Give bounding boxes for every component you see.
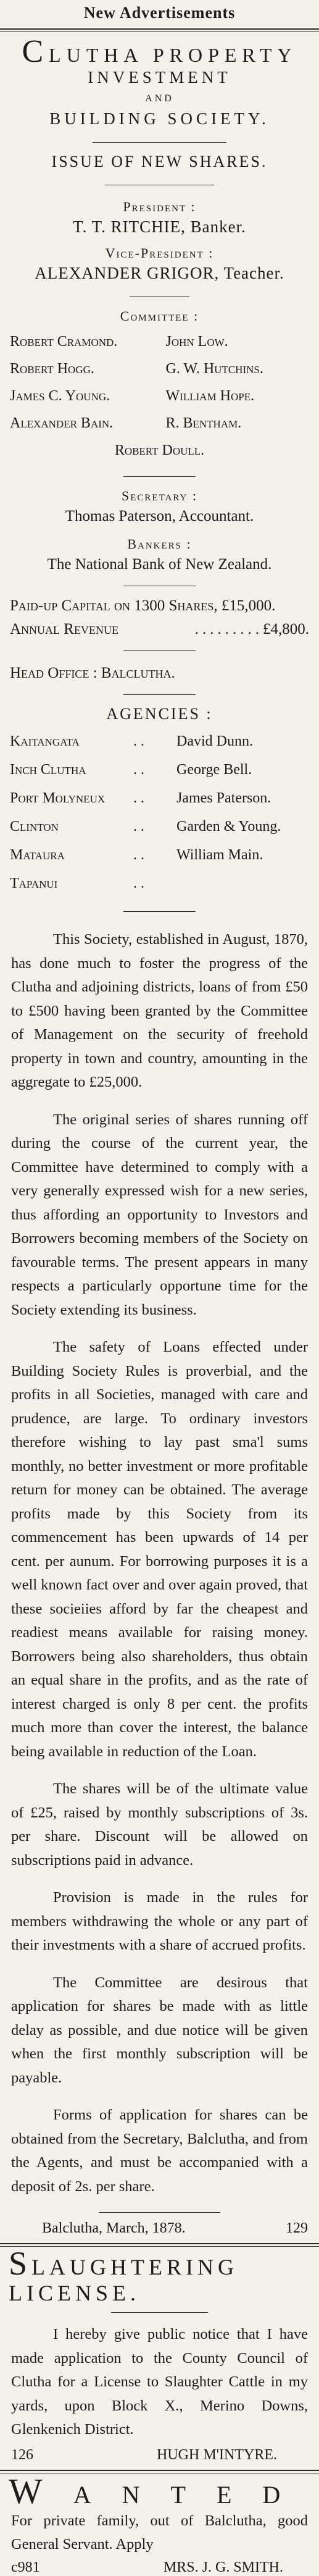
agency-agent: James Paterson.	[176, 790, 271, 806]
agency-place: Tapanui	[10, 875, 58, 891]
agency-row	[0, 869, 319, 898]
agency-agent: Garden & Young.	[176, 819, 281, 835]
ad-ref: 129	[286, 2220, 308, 2236]
agency-row	[0, 727, 319, 756]
secretary-label: Secretary :	[122, 488, 197, 503]
title-rest: LUTHA PROPERTY	[49, 44, 297, 66]
ad-footer	[0, 2447, 319, 2464]
committee-member: James C. Young.	[10, 388, 110, 404]
agency-row	[0, 784, 319, 812]
secretary-name: Thomas Paterson, Accountant.	[65, 508, 254, 524]
committee-member: Robert Cramond.	[10, 334, 118, 350]
agency-place: Clinton	[10, 819, 59, 835]
agency-row	[0, 841, 319, 869]
committee-member: G. W. Hutchins.	[165, 361, 263, 377]
ad-title	[0, 2470, 319, 2511]
committee-last: Robert Doull.	[114, 442, 205, 458]
body-paragraph: The safety of Loans effected under Building Society Rules is proverbial, and the profits in all Societies, managed with care and prudence, are large. To ordinary investors therefore wishing to lay past sma'l sums monthly, no better investment or more profitable return for money can be obtained. The average profits made by this Society from its commencement has been upwards of 14 per cent. per aunum. For borrowing purposes it is a well known fact over and over again proved, that these socieiies afford by far the cheapest and readiest means available for raising money. Borrowers being also shareholders, thus obtain an equal share in the profits, and as the rate of interest charged is only 8 per cent. the profits much more than cover the interest, the balance being available in reduction of the Loan.	[11, 1339, 308, 1760]
agency-agent: William Main.	[176, 847, 263, 863]
body-paragraph: Forms of application for shares can be obtained from the Secretary, Balclutha, and from the Agents, and must be accompanied with a deposit of 2s. per share.	[11, 2107, 308, 2195]
committee-row	[0, 410, 319, 437]
title-line2: INVESTMENT	[88, 68, 231, 86]
title-and: AND	[145, 93, 174, 104]
revenue-leader: .........	[194, 621, 263, 638]
agency-agent: George Bell.	[176, 762, 252, 778]
agency-place: Mataura	[10, 847, 65, 863]
dateline: Balclutha, March, 1878.	[42, 2220, 186, 2236]
agency-leader: . .	[133, 762, 144, 778]
agency-agent	[158, 869, 309, 898]
committee-row	[0, 382, 319, 410]
president-label: President :	[123, 199, 196, 214]
ad-ref: c981	[11, 2559, 40, 2575]
ad-title	[0, 2247, 319, 2306]
body-paragraph: Provision is made in the rules for members withdrawing the whole or any part of their investments with a share of accrued profits.	[11, 1889, 308, 1953]
divider	[123, 476, 196, 477]
committee-member: John Low.	[165, 334, 228, 350]
wanted-ad	[0, 2470, 319, 2576]
divider	[93, 142, 226, 143]
section-header: New Advertisements	[83, 4, 236, 22]
divider	[99, 2212, 220, 2213]
vp-label: Vice-President :	[105, 245, 214, 261]
divider	[111, 2312, 208, 2313]
agency-agent: David Dunn.	[176, 733, 253, 749]
title-rest: ANTED	[73, 2480, 312, 2509]
committee-member: R. Bentham.	[165, 415, 242, 431]
agency-place: Port Molyneux	[10, 790, 106, 806]
committee-row	[0, 328, 319, 355]
ad-body	[0, 928, 319, 2199]
revenue-value: £4,800.	[263, 621, 309, 638]
investment-society-ad	[0, 36, 319, 2237]
title-initial: S	[9, 2245, 32, 2282]
annual-revenue	[0, 621, 319, 638]
vp-name: ALEXANDER GRIGOR, Teacher.	[35, 264, 284, 282]
agency-row	[0, 812, 319, 841]
paid-up-capital	[0, 597, 319, 615]
issue-heading: ISSUE OF NEW SHARES.	[51, 153, 268, 170]
divider	[123, 650, 196, 651]
agency-leader: . .	[133, 875, 144, 891]
ad-title	[0, 36, 319, 68]
committee-member: William Hope.	[165, 388, 255, 404]
head-office	[0, 665, 319, 682]
header-rule	[0, 28, 319, 32]
bankers-label: Bankers :	[127, 536, 192, 552]
title-initial: W	[9, 2470, 73, 2511]
ad-body: I hereby give public notice that I have made application to the County Council of Clutha for a License to Slaughter Cattle in my yards, upon Block X., Merino Downs, Glenkenich District.	[11, 2326, 308, 2438]
agency-leader: . .	[133, 790, 144, 806]
signature: MRS. J. G. SMITH.	[163, 2559, 283, 2575]
committee-label: Committee :	[120, 308, 199, 324]
signature: HUGH M'INTYRE.	[157, 2446, 277, 2463]
committee-member: Robert Hogg.	[10, 361, 94, 377]
body-paragraph: The original series of shares running off during the course of the current year, the Committee have determined to comply with a very generally expressed wish for a new series, thus affording an opportunity to Investors and Borrowers becoming members of the Society on favourable terms. The present appears in many respects a particularly opportune time for the Society extending its business.	[11, 1111, 308, 1318]
paid-up-text: Paid-up Capital on 1300 Shares, £15,000.	[10, 597, 276, 614]
president-name: T. T. RITCHIE, Banker.	[73, 217, 246, 236]
agencies-label: AGENCIES :	[106, 705, 213, 723]
title-initial: C	[22, 34, 49, 69]
head-office-text: Head Office : Balclutha.	[10, 665, 175, 681]
body-paragraph: The shares will be of the ultimate value of £25, raised by monthly subscriptions of 3s. per share. Discount will be allowed on subscriptions paid in advance.	[11, 1780, 308, 1869]
ad-footer	[0, 2220, 319, 2237]
committee-member: Alexander Bain.	[10, 415, 114, 431]
body-paragraph: The Committee are desirous that application for shares be made with as little delay as possible, and due notice will be given when the first monthly subscription will be payable.	[11, 1974, 308, 2086]
divider	[123, 911, 196, 912]
title-rest: LAUGHTERING LICENSE.	[9, 2255, 239, 2305]
ad-ref: 126	[11, 2446, 33, 2463]
ad-footer	[0, 2559, 319, 2576]
committee-row	[0, 355, 319, 382]
agencies-list	[0, 727, 319, 898]
revenue-label: Annual Revenue	[10, 621, 118, 638]
divider	[123, 694, 196, 695]
title-line3: BUILDING SOCIETY.	[49, 109, 270, 128]
body-paragraph: This Society, established in August, 1870, has done much to foster the progress of the Clutha and adjoining districts, loans of from £50 to £500 having been granted by the Committee of Management on the security of freehold property in town and country, amounting in the aggregate to £25,000.	[11, 931, 308, 1090]
agency-leader: . .	[133, 733, 144, 749]
agency-leader: . .	[133, 847, 144, 863]
agency-row	[0, 756, 319, 784]
agency-leader: . .	[133, 819, 144, 835]
slaughtering-license-ad	[0, 2247, 319, 2464]
agency-place: Inch Clutha	[10, 762, 86, 778]
bankers-name: The National Bank of New Zealand.	[47, 556, 272, 573]
ad-body: For private family, out of Balclutha, good General Servant. Apply	[11, 2512, 308, 2553]
committee-list	[0, 328, 319, 437]
agency-place: Kaitangata	[10, 733, 80, 749]
